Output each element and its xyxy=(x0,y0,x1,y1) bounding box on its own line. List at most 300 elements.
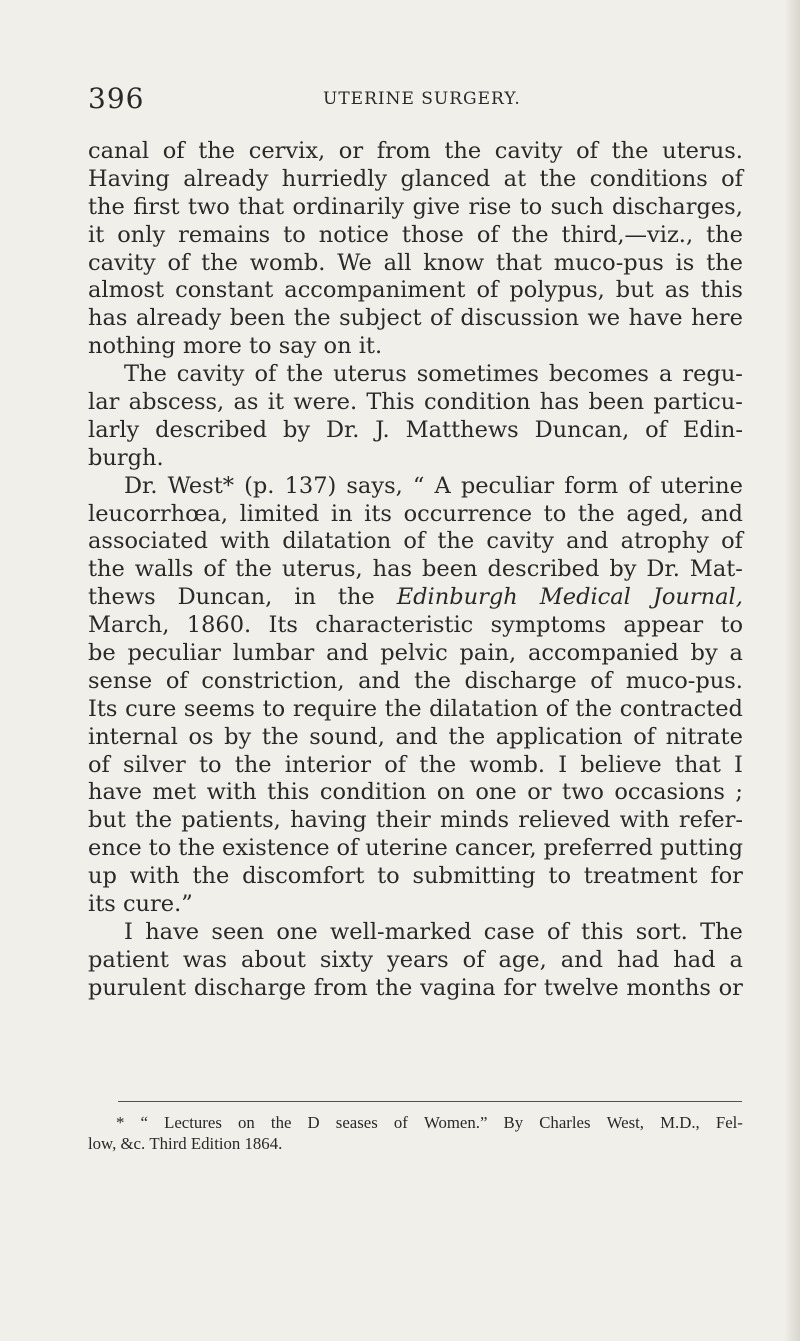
word: lumbar xyxy=(232,640,315,667)
word: to xyxy=(283,221,306,248)
word: to xyxy=(519,193,543,220)
word: on xyxy=(436,779,465,806)
word: canal xyxy=(88,138,150,164)
word: dilatation xyxy=(282,528,392,555)
text-line xyxy=(88,919,743,947)
word: the xyxy=(375,974,413,1001)
word: only xyxy=(117,221,166,248)
word: characteristic xyxy=(315,612,474,639)
text-line xyxy=(88,835,743,863)
word: uterus, xyxy=(281,556,363,583)
word: (p. xyxy=(244,472,275,499)
word: of xyxy=(254,361,277,388)
word: notice xyxy=(318,221,389,248)
word: of xyxy=(336,835,359,862)
word: were. xyxy=(293,389,358,416)
word: the xyxy=(448,723,486,750)
word: nothing xyxy=(88,333,176,360)
footnote xyxy=(88,1112,743,1154)
text-line xyxy=(88,724,743,752)
word: Charles xyxy=(539,1113,591,1132)
word: by xyxy=(282,416,311,443)
word: the xyxy=(261,723,299,750)
running-title: UTERINE SURGERY. xyxy=(323,89,521,109)
word: the xyxy=(437,528,475,555)
text-line xyxy=(88,640,743,668)
word: cavity xyxy=(486,528,555,555)
word: womb. xyxy=(249,249,326,276)
word: the xyxy=(706,221,743,248)
word: a xyxy=(729,640,743,667)
word: cavity xyxy=(176,361,245,388)
word: peculiar xyxy=(460,472,555,499)
word: say xyxy=(278,333,317,360)
word: but xyxy=(88,807,126,834)
word: &c. xyxy=(120,1134,146,1153)
word: case xyxy=(483,918,535,945)
text-line xyxy=(88,668,743,696)
word: of xyxy=(162,138,185,164)
word: all xyxy=(383,249,412,276)
text-line xyxy=(88,333,743,361)
word: putting xyxy=(659,835,743,862)
word: has xyxy=(539,389,580,416)
word: here xyxy=(691,305,743,332)
word: already xyxy=(135,305,222,332)
word: of xyxy=(576,138,598,164)
word: ; xyxy=(735,779,743,806)
word: D xyxy=(307,1113,320,1132)
word: lar xyxy=(88,389,120,416)
word: M.D., xyxy=(660,1113,700,1132)
word: give xyxy=(412,193,461,220)
word: low, xyxy=(88,1134,117,1153)
word: seen xyxy=(211,918,265,945)
word: the xyxy=(293,305,331,332)
word: Lectures xyxy=(164,1113,222,1132)
word: the xyxy=(192,863,230,890)
word: twelve xyxy=(543,974,619,1001)
word: as xyxy=(233,389,259,416)
word: of xyxy=(628,472,651,499)
text-line xyxy=(88,194,743,222)
text-line xyxy=(88,863,743,891)
word: the xyxy=(135,807,173,834)
word: associated xyxy=(88,528,209,555)
word: to xyxy=(262,695,286,722)
word: have xyxy=(628,305,683,332)
word: of xyxy=(462,946,485,973)
word: glanced xyxy=(400,165,491,192)
word: “ xyxy=(412,472,425,499)
word: believe xyxy=(580,751,662,778)
word: interior xyxy=(284,751,372,778)
word: * xyxy=(116,1113,125,1132)
word: Journal, xyxy=(652,584,743,611)
word: internal xyxy=(88,723,178,750)
word: womb. xyxy=(469,751,546,778)
word: to xyxy=(377,863,400,890)
word: the xyxy=(201,249,238,276)
word: pain, xyxy=(459,640,517,667)
word: Mat- xyxy=(689,556,743,583)
word: existence xyxy=(222,835,330,862)
page-edge-shadow xyxy=(784,0,800,1341)
word: Its xyxy=(268,612,298,639)
word: of xyxy=(633,723,656,750)
word: met xyxy=(152,779,197,806)
text-line xyxy=(88,389,743,417)
word: the xyxy=(511,221,549,248)
word: uterine xyxy=(365,835,448,862)
word: up xyxy=(88,863,117,890)
word: the xyxy=(444,138,482,164)
word: I xyxy=(734,751,743,778)
word: this xyxy=(581,918,624,945)
text-line xyxy=(88,138,743,166)
text-line xyxy=(88,361,743,389)
word: peculiar xyxy=(127,640,221,667)
word: their xyxy=(376,807,431,834)
word: and xyxy=(358,667,401,694)
word: Fel- xyxy=(715,1113,743,1132)
word: with xyxy=(129,863,180,890)
page-header xyxy=(88,82,728,122)
word: atrophy xyxy=(620,528,709,555)
word: two xyxy=(187,193,230,220)
word: been xyxy=(588,389,645,416)
word: refer- xyxy=(678,807,743,834)
word: The xyxy=(124,361,167,388)
text-line xyxy=(88,696,743,724)
text-line xyxy=(88,501,743,529)
word: in xyxy=(330,500,353,527)
word: this xyxy=(267,779,310,806)
word: has xyxy=(372,556,413,583)
word: the xyxy=(575,695,613,722)
word: the xyxy=(414,667,451,694)
word: sort. xyxy=(635,918,688,945)
text-line xyxy=(88,752,743,780)
word: or xyxy=(527,779,552,806)
word: we xyxy=(587,305,621,332)
word: of xyxy=(88,751,110,778)
word: the xyxy=(235,556,272,583)
word: os xyxy=(188,723,214,750)
word: regu- xyxy=(682,361,743,388)
word: had xyxy=(616,946,660,973)
word: conditions xyxy=(589,165,708,192)
word: March, xyxy=(88,612,170,639)
word: 1860. xyxy=(186,612,252,639)
word: particu- xyxy=(653,389,743,416)
word: years xyxy=(386,946,449,973)
word: been xyxy=(229,305,286,332)
word: the xyxy=(577,500,615,527)
word: to xyxy=(543,500,567,527)
text-line xyxy=(88,779,743,807)
word: have xyxy=(88,779,142,806)
word: it xyxy=(267,389,285,416)
word: larly xyxy=(88,416,140,443)
word: preferred xyxy=(543,835,653,862)
word: sixty xyxy=(319,946,374,973)
text-line xyxy=(88,305,743,333)
word: abscess, xyxy=(128,389,225,416)
word: uterine xyxy=(660,472,743,499)
word: accompaniment xyxy=(284,277,466,304)
word: the xyxy=(706,249,743,276)
word: the xyxy=(88,556,125,583)
word: of xyxy=(384,751,407,778)
word: Edinburgh xyxy=(396,584,518,611)
word: purulent xyxy=(88,974,187,1001)
word: age, xyxy=(498,946,547,973)
word: ordinarily xyxy=(292,193,405,220)
word: of xyxy=(476,221,499,248)
word: the xyxy=(286,361,324,388)
word: Having xyxy=(88,165,170,192)
word: cavity xyxy=(88,249,156,276)
word: has xyxy=(88,305,128,332)
word: know xyxy=(423,249,485,276)
word: first xyxy=(133,193,180,220)
word: of xyxy=(476,277,499,304)
word: and xyxy=(326,640,369,667)
word: had xyxy=(673,946,716,973)
word: Medical xyxy=(539,584,631,611)
word: was xyxy=(182,946,228,973)
word: accompanied xyxy=(528,640,679,667)
word: West* xyxy=(167,472,235,499)
word: with xyxy=(220,528,271,555)
word: almost xyxy=(88,277,165,304)
word: have xyxy=(145,918,200,945)
word: sense xyxy=(88,667,153,694)
word: or xyxy=(338,138,364,164)
word: Its xyxy=(88,695,118,722)
word: cavity xyxy=(494,138,563,164)
word: I xyxy=(558,751,568,778)
word: or xyxy=(718,974,743,1001)
word: application xyxy=(495,723,623,750)
word: that xyxy=(495,249,542,276)
text-line xyxy=(88,250,743,278)
word: its xyxy=(364,500,392,527)
word: to xyxy=(198,751,222,778)
word: leucorrhœa, xyxy=(88,500,228,527)
word: Dr. xyxy=(646,556,680,583)
word: patients, xyxy=(181,807,281,834)
text-line xyxy=(88,417,743,445)
word: West, xyxy=(606,1113,644,1132)
word: such xyxy=(550,193,604,220)
text-line xyxy=(88,445,743,473)
word: third,—viz., xyxy=(561,221,694,248)
word: the xyxy=(270,1113,292,1132)
word: and xyxy=(566,528,609,555)
word: well-marked xyxy=(330,918,472,945)
word: 1864. xyxy=(244,1134,283,1153)
word: the xyxy=(419,751,457,778)
word: in xyxy=(294,584,316,611)
word: contracted xyxy=(619,695,743,722)
word: occasions xyxy=(614,779,725,806)
word: remains xyxy=(178,221,271,248)
word: A xyxy=(434,472,451,499)
word: to xyxy=(148,835,172,862)
word: Women.” xyxy=(423,1113,488,1132)
text-line xyxy=(88,473,743,501)
word: discharge xyxy=(193,974,307,1001)
word: of xyxy=(167,249,190,276)
word: of xyxy=(721,165,743,192)
word: of xyxy=(645,416,668,443)
word: on xyxy=(238,1113,255,1132)
word: symptoms xyxy=(490,612,607,639)
word: from xyxy=(376,138,431,164)
word: this xyxy=(700,277,743,304)
word: Dr. xyxy=(325,416,360,443)
word: seems xyxy=(183,695,255,722)
word: months xyxy=(626,974,711,1001)
word: been xyxy=(422,556,478,583)
word: Third xyxy=(149,1134,187,1153)
word: This xyxy=(366,389,415,416)
word: cure.” xyxy=(122,891,193,918)
word: treatment xyxy=(583,863,698,890)
word: The xyxy=(700,918,743,945)
word: by xyxy=(224,723,252,750)
word: form xyxy=(564,472,619,499)
word: Duncan, xyxy=(177,584,273,611)
word: discomfort xyxy=(242,863,365,890)
text-line xyxy=(88,584,743,612)
word: polypus, xyxy=(509,277,605,304)
word: submitting xyxy=(412,863,536,890)
word: of xyxy=(546,918,569,945)
word: one xyxy=(276,918,318,945)
word: vagina xyxy=(420,974,496,1001)
word: that xyxy=(674,751,721,778)
word: Duncan, xyxy=(534,416,630,443)
word: dilatation xyxy=(429,695,539,722)
page-number: 396 xyxy=(88,82,145,115)
word: hurriedly xyxy=(281,165,388,192)
word: condition xyxy=(423,389,531,416)
word: the xyxy=(384,695,422,722)
word: 137) xyxy=(284,472,337,499)
word: about xyxy=(241,946,306,973)
word: nitrate xyxy=(665,723,743,750)
word: Edin- xyxy=(682,416,743,443)
body-text xyxy=(88,138,743,1003)
word: by xyxy=(690,640,718,667)
word: of xyxy=(590,667,613,694)
word: to xyxy=(548,863,572,890)
word: of xyxy=(721,528,743,555)
word: to xyxy=(248,333,272,360)
word: described xyxy=(155,416,268,443)
word: “ xyxy=(140,1113,148,1132)
word: the xyxy=(539,165,577,192)
word: cancer, xyxy=(454,835,537,862)
word: aged, xyxy=(626,500,690,527)
word: subject xyxy=(339,305,422,332)
word: with xyxy=(206,779,257,806)
footnote-rule xyxy=(118,1101,742,1102)
word: cervix, xyxy=(248,138,326,164)
word: for xyxy=(710,863,743,890)
word: is xyxy=(675,249,695,276)
word: a xyxy=(658,361,673,388)
word: of xyxy=(430,305,452,332)
footnote-line xyxy=(88,1112,743,1133)
word: condition xyxy=(319,779,427,806)
word: walls xyxy=(134,556,194,583)
word: uterus. xyxy=(662,138,743,164)
word: silver xyxy=(123,751,186,778)
text-line xyxy=(88,891,743,919)
word: uterus xyxy=(333,361,407,388)
word: two xyxy=(562,779,604,806)
word: on xyxy=(323,333,352,360)
text-line xyxy=(88,947,743,975)
word: of xyxy=(393,1113,408,1132)
word: seases xyxy=(335,1113,378,1132)
word: discharge xyxy=(464,667,577,694)
footnote-line xyxy=(88,1133,743,1154)
word: discharges, xyxy=(612,193,743,220)
word: already xyxy=(183,165,269,192)
word: the xyxy=(198,138,236,164)
word: sometimes xyxy=(416,361,539,388)
text-line xyxy=(88,277,743,305)
word: muco-pus xyxy=(553,249,664,276)
word: one xyxy=(475,779,517,806)
word: says, xyxy=(346,472,403,499)
word: be xyxy=(88,640,116,667)
word: appear xyxy=(623,612,704,639)
text-line xyxy=(88,166,743,194)
word: those xyxy=(401,221,464,248)
word: that xyxy=(238,193,285,220)
word: its xyxy=(88,891,116,918)
word: of xyxy=(203,556,226,583)
text-line xyxy=(88,612,743,640)
word: rise xyxy=(468,193,512,220)
word: relieved xyxy=(518,807,611,834)
word: ence xyxy=(88,835,142,862)
word: by xyxy=(609,556,637,583)
text-line xyxy=(88,528,743,556)
word: the xyxy=(234,751,272,778)
word: Dr. xyxy=(124,472,158,499)
word: for xyxy=(503,974,537,1001)
word: We xyxy=(337,249,372,276)
word: limited xyxy=(239,500,320,527)
word: muco-pus. xyxy=(625,667,743,694)
word: I xyxy=(124,918,133,945)
word: of xyxy=(165,667,188,694)
word: the xyxy=(88,193,125,220)
word: it xyxy=(88,221,105,248)
word: require xyxy=(292,695,378,722)
word: of xyxy=(403,528,426,555)
word: to xyxy=(720,612,743,639)
word: at xyxy=(503,165,527,192)
word: the xyxy=(611,138,649,164)
